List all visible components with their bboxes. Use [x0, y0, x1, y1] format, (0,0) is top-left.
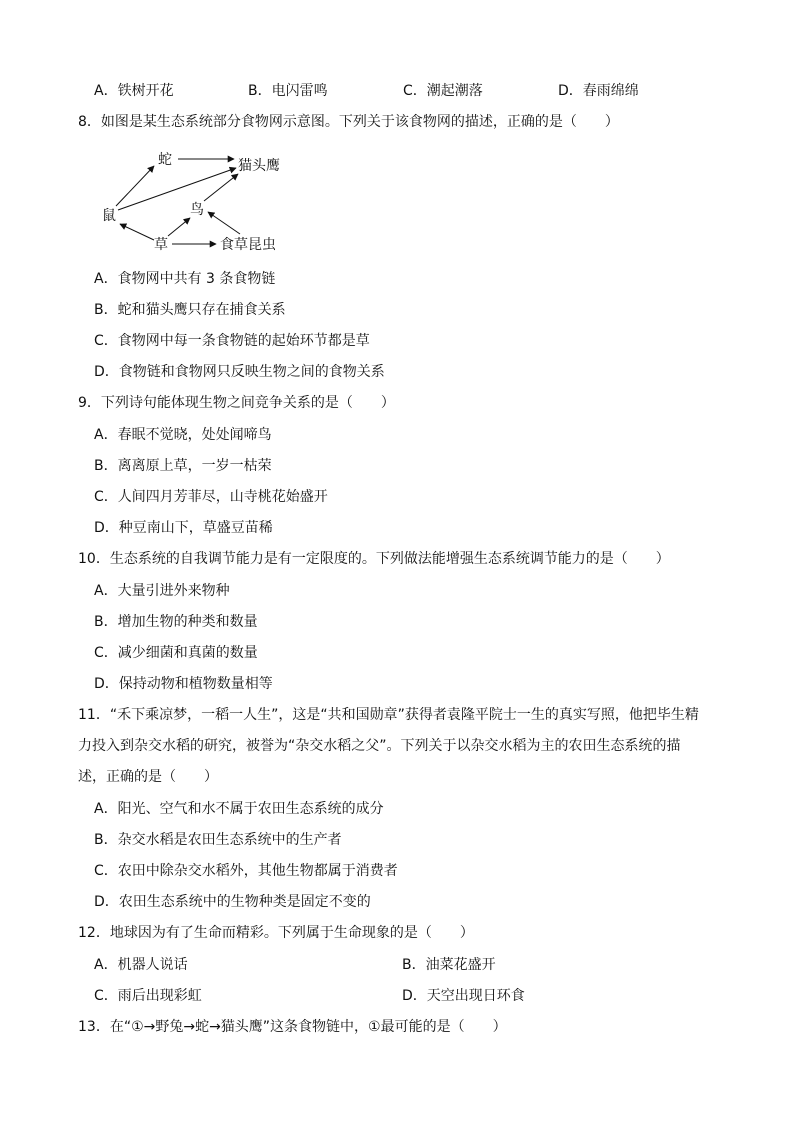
q11-stem-line-1: 11．“禾下乘凉梦，一稻一人生”，这是“共和国勋章”获得者袁隆平院士一生的真实写照，他把毕生精: [78, 707, 699, 723]
arrow-insect-bird: [208, 212, 240, 234]
arrow-mouse-owl: [118, 168, 236, 210]
q10-option-b: B．增加生物的种类和数量: [94, 614, 258, 630]
q12-stem: 12．地球因为有了生命而精彩。下列属于生命现象的是（ ）: [78, 925, 474, 941]
q8-option-a: A．食物网中共有 3 条食物链: [94, 271, 276, 287]
q12-option-b: B．油菜花盛开: [402, 957, 496, 973]
q12-option-d: D．天空出现日环食: [402, 988, 525, 1004]
q13-stem: 13．在“①→野兔→蛇→猫头鹰”这条食物链中，①最可能的是（ ）: [78, 1019, 507, 1035]
q8-stem: 8．如图是某生态系统部分食物网示意图。下列关于该食物网的描述，正确的是（ ）: [78, 114, 619, 130]
q10-option-a: A．大量引进外来物种: [94, 583, 230, 599]
q11-option-c: C．农田中除杂交水稻外，其他生物都属于消费者: [94, 863, 398, 879]
q8-option-c: C．食物网中每一条食物链的起始环节都是草: [94, 333, 370, 349]
q12-option-c: C．雨后出现彩虹: [94, 988, 202, 1004]
node-insect: 食草昆虫: [220, 237, 276, 253]
q7-option-b: B．电闪雷鸣: [248, 83, 328, 99]
food-web-diagram: [98, 148, 298, 260]
q9-option-b: B．离离原上草，一岁一枯荣: [94, 458, 272, 474]
q10-option-c: C．减少细菌和真菌的数量: [94, 645, 258, 661]
q11-stem-line-3: 述，正确的是（ ）: [78, 769, 218, 785]
q7-option-d: D．春雨绵绵: [558, 83, 639, 99]
q7-option-a: A．铁树开花: [94, 83, 174, 99]
q11-stem-line-2: 力投入到杂交水稻的研究，被誉为“杂交水稻之父”。下列关于以杂交水稻为主的农田生态系统的描: [78, 738, 681, 754]
q11-option-d: D．农田生态系统中的生物种类是固定不变的: [94, 894, 371, 910]
q10-stem: 10．生态系统的自我调节能力是有一定限度的。下列做法能增强生态系统调节能力的是（ ）: [78, 551, 670, 567]
q8-option-b: B．蛇和猫头鹰只存在捕食关系: [94, 302, 286, 318]
arrow-mouse-snake: [116, 166, 154, 206]
q7-option-c: C．潮起潮落: [403, 83, 483, 99]
q9-stem: 9．下列诗句能体现生物之间竞争关系的是（ ）: [78, 395, 395, 411]
node-snake: 蛇: [158, 152, 172, 168]
arrow-grass-mouse: [120, 224, 154, 240]
q11-option-b: B．杂交水稻是农田生态系统中的生产者: [94, 832, 342, 848]
node-grass: 草: [154, 237, 168, 253]
q7-options: [94, 82, 714, 100]
q8-option-d: D．食物链和食物网只反映生物之间的食物关系: [94, 364, 385, 380]
q11-option-a: A．阳光、空气和水不属于农田生态系统的成分: [94, 801, 384, 817]
node-bird: 鸟: [190, 202, 204, 218]
q9-option-c: C．人间四月芳菲尽，山寺桃花始盛开: [94, 489, 328, 505]
arrow-grass-bird: [168, 218, 190, 236]
q9-option-a: A．春眠不觉晓，处处闻啼鸟: [94, 427, 272, 443]
q12-option-a: A．机器人说话: [94, 957, 188, 973]
q9-option-d: D．种豆南山下，草盛豆苗稀: [94, 520, 273, 536]
node-owl: 猫头鹰: [238, 158, 280, 174]
node-mouse: 鼠: [102, 208, 116, 224]
q10-option-d: D．保持动物和植物数量相等: [94, 676, 273, 692]
